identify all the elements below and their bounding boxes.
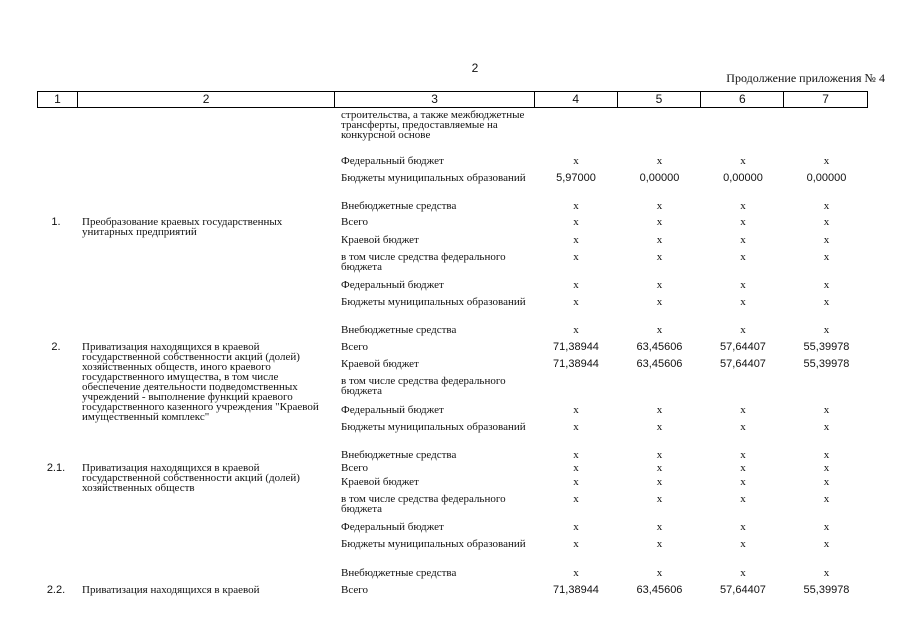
value-cell: x: [573, 521, 579, 533]
value-cell: x: [823, 404, 830, 416]
row-label: Всего: [341, 216, 368, 228]
row-label: Всего: [341, 462, 368, 474]
value-cell: x: [740, 567, 746, 579]
value-cell: x: [740, 216, 746, 228]
value-cell: x: [573, 279, 579, 291]
column-header: 4: [534, 92, 617, 107]
value-cell: x: [656, 567, 663, 579]
value-cell: x: [740, 279, 746, 291]
value-cell: x: [573, 296, 579, 308]
value-cell: x: [656, 521, 663, 533]
row-label: Всего: [341, 584, 368, 596]
value-cell: x: [573, 538, 579, 550]
value-cell: x: [823, 521, 830, 533]
value-cell: x: [573, 493, 579, 505]
row-label: Федеральный бюджет: [341, 279, 444, 291]
value-cell: x: [740, 521, 746, 533]
column-header: 5: [617, 92, 701, 107]
row-label: в том числе средства федерального бюджета: [341, 375, 506, 397]
value-cell: 57,64407: [720, 341, 766, 353]
value-cell: x: [656, 279, 663, 291]
value-cell: x: [573, 462, 579, 474]
value-cell: x: [823, 234, 830, 246]
value-cell: x: [740, 538, 746, 550]
value-cell: 55,39978: [803, 584, 850, 596]
value-cell: x: [823, 200, 830, 212]
row-label: Всего: [341, 341, 368, 353]
column-header: 2: [77, 92, 334, 107]
value-cell: x: [656, 493, 663, 505]
value-cell: x: [656, 404, 663, 416]
value-cell: 0,00000: [723, 172, 763, 184]
row-name: Преобразование краевых государственных унитарных предприятий: [82, 216, 283, 238]
value-cell: x: [740, 234, 746, 246]
value-cell: 63,45606: [636, 358, 683, 370]
value-cell: 71,38944: [553, 341, 599, 353]
value-cell: x: [740, 449, 746, 461]
column-header: 7: [783, 92, 867, 107]
row-label: Бюджеты муниципальных образований: [341, 421, 526, 433]
row-name: Приватизация находящихся в краевой государственной собственности акций (долей) хозяйственных обществ: [82, 462, 300, 494]
value-cell: x: [823, 493, 830, 505]
row-label: в том числе средства федерального бюджета: [341, 493, 506, 515]
row-number: 2.: [51, 341, 61, 353]
value-cell: x: [573, 251, 579, 263]
row-number: 1.: [51, 216, 61, 228]
row-name: Приватизация находящихся в краевой государственной собственности акций (долей) хозяйственных обществ, иного краевого государственного имущества, в том числе обеспечение деятельности подведомственных учреждений - выполнение функций краевого государственного казенного учреждения "Краевой имущественный комплекс": [82, 341, 319, 423]
value-cell: 55,39978: [803, 358, 850, 370]
value-cell: x: [823, 567, 830, 579]
value-cell: 63,45606: [636, 584, 683, 596]
value-cell: x: [656, 421, 663, 433]
value-cell: x: [573, 476, 579, 488]
value-cell: 5,97000: [556, 172, 596, 184]
value-cell: x: [656, 324, 663, 336]
row-label: Краевой бюджет: [341, 358, 419, 370]
row-label: Федеральный бюджет: [341, 521, 444, 533]
continuation-note: Продолжение приложения № 4: [726, 71, 885, 85]
value-cell: x: [740, 493, 746, 505]
value-cell: x: [656, 200, 663, 212]
row-label: Внебюджетные средства: [341, 449, 457, 461]
column-header: 1: [54, 92, 61, 106]
value-cell: x: [656, 296, 663, 308]
value-cell: x: [656, 449, 663, 461]
value-cell: x: [740, 251, 746, 263]
value-cell: x: [740, 404, 746, 416]
value-cell: x: [823, 216, 830, 228]
value-cell: x: [740, 462, 746, 474]
value-cell: x: [823, 449, 830, 461]
row-label: Федеральный бюджет: [341, 155, 444, 167]
row-name: Приватизация находящихся в краевой: [82, 584, 260, 596]
row-label: Бюджеты муниципальных образований: [341, 296, 526, 308]
value-cell: x: [656, 216, 663, 228]
value-cell: x: [656, 462, 663, 474]
value-cell: 57,64407: [720, 584, 766, 596]
value-cell: x: [823, 538, 830, 550]
value-cell: 71,38944: [553, 584, 599, 596]
value-cell: x: [823, 251, 830, 263]
row-label: Внебюджетные средства: [341, 200, 457, 212]
column-header: 6: [700, 92, 783, 107]
value-cell: x: [740, 476, 746, 488]
value-cell: x: [573, 200, 579, 212]
value-cell: 71,38944: [553, 358, 599, 370]
value-cell: x: [573, 449, 579, 461]
value-cell: x: [823, 155, 830, 167]
row-number: 2.2.: [46, 584, 66, 596]
value-cell: x: [573, 567, 579, 579]
value-cell: 63,45606: [636, 341, 683, 353]
row-label: строительства, а также межбюджетные трансферты, предоставляемые на конкурсной основе: [341, 109, 525, 141]
value-cell: x: [656, 234, 663, 246]
value-cell: 57,64407: [720, 358, 766, 370]
row-label: в том числе средства федерального бюджета: [341, 251, 506, 273]
row-label: Внебюджетные средства: [341, 567, 457, 579]
value-cell: x: [656, 538, 663, 550]
column-header: 3: [334, 92, 534, 107]
value-cell: x: [740, 296, 746, 308]
table-header: [37, 91, 868, 108]
row-label: Краевой бюджет: [341, 234, 419, 246]
row-label: Бюджеты муниципальных образований: [341, 172, 526, 184]
value-cell: 0,00000: [806, 172, 847, 184]
value-cell: x: [823, 462, 830, 474]
value-cell: x: [823, 324, 830, 336]
value-cell: x: [573, 155, 579, 167]
row-label: Бюджеты муниципальных образований: [341, 538, 526, 550]
value-cell: 55,39978: [803, 341, 850, 353]
value-cell: x: [656, 476, 663, 488]
value-cell: x: [740, 200, 746, 212]
value-cell: x: [740, 421, 746, 433]
row-number: 2.1.: [46, 462, 66, 474]
value-cell: x: [656, 155, 663, 167]
value-cell: x: [823, 296, 830, 308]
value-cell: x: [573, 234, 579, 246]
row-label: Краевой бюджет: [341, 476, 419, 488]
value-cell: x: [740, 324, 746, 336]
value-cell: x: [573, 216, 579, 228]
value-cell: x: [573, 404, 579, 416]
value-cell: x: [740, 155, 746, 167]
value-cell: x: [573, 421, 579, 433]
row-label: Внебюджетные средства: [341, 324, 457, 336]
value-cell: x: [656, 251, 663, 263]
row-label: Федеральный бюджет: [341, 404, 444, 416]
value-cell: x: [823, 421, 830, 433]
value-cell: x: [823, 476, 830, 488]
value-cell: 0,00000: [639, 172, 680, 184]
value-cell: x: [573, 324, 579, 336]
page-number: 2: [471, 61, 479, 75]
value-cell: x: [823, 279, 830, 291]
